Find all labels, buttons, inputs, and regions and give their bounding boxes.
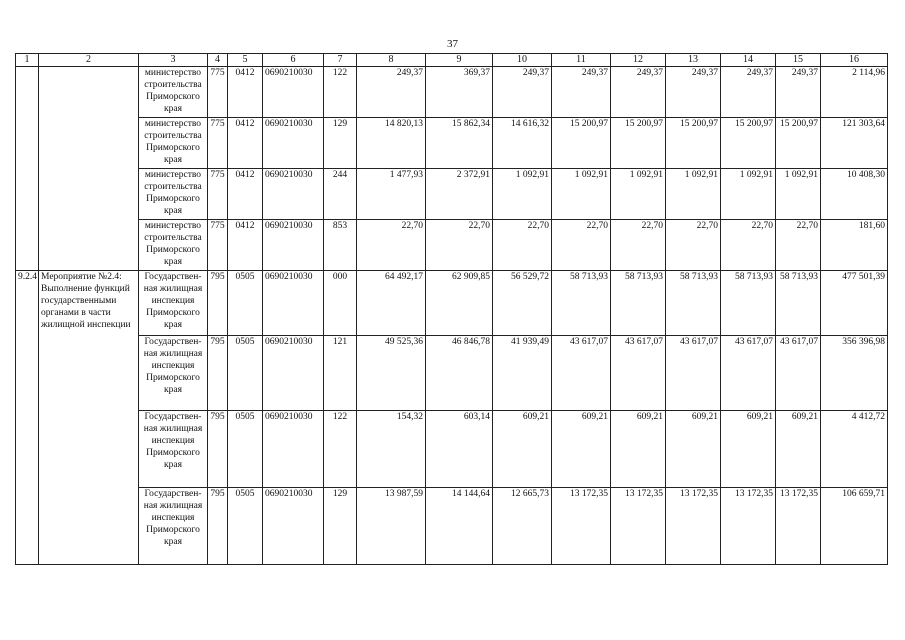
rzpr-cell: 0412 bbox=[228, 169, 263, 220]
table-row bbox=[16, 271, 888, 336]
value-cell: 1 092,91 bbox=[776, 169, 821, 220]
value-cell: 1 092,91 bbox=[552, 169, 611, 220]
grbs-cell: 795 bbox=[208, 336, 228, 411]
value-cell: 22,70 bbox=[552, 220, 611, 271]
value-cell: 43 617,07 bbox=[552, 336, 611, 411]
value-cell: 13 172,35 bbox=[666, 488, 721, 565]
total-cell: 121 303,64 bbox=[821, 118, 888, 169]
col-header-8: 8 bbox=[357, 54, 426, 67]
col-header-9: 9 bbox=[426, 54, 493, 67]
value-cell: 58 713,93 bbox=[776, 271, 821, 336]
rzpr-cell: 0412 bbox=[228, 67, 263, 118]
total-cell: 2 114,96 bbox=[821, 67, 888, 118]
column-number-row bbox=[16, 54, 888, 67]
value-cell: 15 200,97 bbox=[666, 118, 721, 169]
grbs-cell: 775 bbox=[208, 118, 228, 169]
value-cell: 609,21 bbox=[611, 411, 666, 488]
value-cell: 609,21 bbox=[721, 411, 776, 488]
rzpr-cell: 0412 bbox=[228, 220, 263, 271]
value-cell: 49 525,36 bbox=[357, 336, 426, 411]
vr-cell: 129 bbox=[324, 118, 357, 169]
executor-cell: Государствен-ная жилищная инспекция Приморского края bbox=[139, 488, 208, 565]
total-cell: 106 659,71 bbox=[821, 488, 888, 565]
col-header-7: 7 bbox=[324, 54, 357, 67]
value-cell: 15 862,34 bbox=[426, 118, 493, 169]
col-header-5: 5 bbox=[228, 54, 263, 67]
table-row bbox=[16, 169, 888, 220]
value-cell: 58 713,93 bbox=[721, 271, 776, 336]
value-cell: 15 200,97 bbox=[611, 118, 666, 169]
value-cell: 14 144,64 bbox=[426, 488, 493, 565]
value-cell: 14 616,32 bbox=[493, 118, 552, 169]
col-header-13: 13 bbox=[666, 54, 721, 67]
col-header-4: 4 bbox=[208, 54, 228, 67]
table-row bbox=[16, 118, 888, 169]
executor-cell: министерство строительства Приморского края bbox=[139, 169, 208, 220]
table-row bbox=[16, 336, 888, 411]
value-cell: 15 200,97 bbox=[721, 118, 776, 169]
value-cell: 2 372,91 bbox=[426, 169, 493, 220]
rzpr-cell: 0505 bbox=[228, 411, 263, 488]
table-row bbox=[16, 67, 888, 118]
executor-cell: Государствен-ная жилищная инспекция Приморского края bbox=[139, 271, 208, 336]
value-cell: 249,37 bbox=[611, 67, 666, 118]
value-cell: 249,37 bbox=[552, 67, 611, 118]
value-cell: 13 172,35 bbox=[611, 488, 666, 565]
vr-cell: 122 bbox=[324, 411, 357, 488]
rzpr-cell: 0412 bbox=[228, 118, 263, 169]
grbs-cell: 775 bbox=[208, 220, 228, 271]
col-header-6: 6 bbox=[263, 54, 324, 67]
value-cell: 56 529,72 bbox=[493, 271, 552, 336]
value-cell: 1 092,91 bbox=[493, 169, 552, 220]
total-cell: 4 412,72 bbox=[821, 411, 888, 488]
value-cell: 13 172,35 bbox=[776, 488, 821, 565]
col-header-15: 15 bbox=[776, 54, 821, 67]
csr-cell: 0690210030 bbox=[263, 67, 324, 118]
index-cell bbox=[16, 67, 39, 271]
csr-cell: 0690210030 bbox=[263, 411, 324, 488]
budget-table bbox=[15, 53, 888, 565]
value-cell: 1 092,91 bbox=[611, 169, 666, 220]
value-cell: 609,21 bbox=[666, 411, 721, 488]
value-cell: 1 092,91 bbox=[666, 169, 721, 220]
activity-cell bbox=[39, 67, 139, 271]
value-cell: 22,70 bbox=[426, 220, 493, 271]
vr-cell: 121 bbox=[324, 336, 357, 411]
value-cell: 14 820,13 bbox=[357, 118, 426, 169]
executor-cell: Государствен-ная жилищная инспекция Приморского края bbox=[139, 411, 208, 488]
value-cell: 13 172,35 bbox=[721, 488, 776, 565]
col-header-2: 2 bbox=[39, 54, 139, 67]
value-cell: 22,70 bbox=[776, 220, 821, 271]
value-cell: 58 713,93 bbox=[611, 271, 666, 336]
grbs-cell: 795 bbox=[208, 411, 228, 488]
col-header-3: 3 bbox=[139, 54, 208, 67]
rzpr-cell: 0505 bbox=[228, 336, 263, 411]
grbs-cell: 775 bbox=[208, 169, 228, 220]
value-cell: 249,37 bbox=[666, 67, 721, 118]
col-header-1: 1 bbox=[16, 54, 39, 67]
total-cell: 477 501,39 bbox=[821, 271, 888, 336]
col-header-11: 11 bbox=[552, 54, 611, 67]
vr-cell: 122 bbox=[324, 67, 357, 118]
value-cell: 249,37 bbox=[493, 67, 552, 118]
value-cell: 41 939,49 bbox=[493, 336, 552, 411]
value-cell: 46 846,78 bbox=[426, 336, 493, 411]
value-cell: 43 617,07 bbox=[611, 336, 666, 411]
value-cell: 43 617,07 bbox=[721, 336, 776, 411]
table-row bbox=[16, 488, 888, 565]
total-cell: 181,60 bbox=[821, 220, 888, 271]
value-cell: 609,21 bbox=[552, 411, 611, 488]
table-row bbox=[16, 220, 888, 271]
page-number: 37 bbox=[447, 38, 458, 50]
value-cell: 249,37 bbox=[776, 67, 821, 118]
value-cell: 15 200,97 bbox=[776, 118, 821, 169]
csr-cell: 0690210030 bbox=[263, 169, 324, 220]
value-cell: 609,21 bbox=[776, 411, 821, 488]
executor-cell: министерство строительства Приморского края bbox=[139, 118, 208, 169]
vr-cell: 000 bbox=[324, 271, 357, 336]
value-cell: 369,37 bbox=[426, 67, 493, 118]
grbs-cell: 795 bbox=[208, 271, 228, 336]
rzpr-cell: 0505 bbox=[228, 271, 263, 336]
index-cell: 9.2.4 bbox=[16, 271, 39, 565]
value-cell: 154,32 bbox=[357, 411, 426, 488]
vr-cell: 853 bbox=[324, 220, 357, 271]
value-cell: 13 987,59 bbox=[357, 488, 426, 565]
value-cell: 22,70 bbox=[666, 220, 721, 271]
col-header-14: 14 bbox=[721, 54, 776, 67]
rzpr-cell: 0505 bbox=[228, 488, 263, 565]
csr-cell: 0690210030 bbox=[263, 220, 324, 271]
executor-cell: министерство строительства Приморского края bbox=[139, 67, 208, 118]
value-cell: 22,70 bbox=[721, 220, 776, 271]
value-cell: 249,37 bbox=[721, 67, 776, 118]
csr-cell: 0690210030 bbox=[263, 271, 324, 336]
col-header-16: 16 bbox=[821, 54, 888, 67]
csr-cell: 0690210030 bbox=[263, 488, 324, 565]
col-header-10: 10 bbox=[493, 54, 552, 67]
value-cell: 58 713,93 bbox=[552, 271, 611, 336]
value-cell: 249,37 bbox=[357, 67, 426, 118]
value-cell: 43 617,07 bbox=[666, 336, 721, 411]
grbs-cell: 775 bbox=[208, 67, 228, 118]
value-cell: 609,21 bbox=[493, 411, 552, 488]
value-cell: 12 665,73 bbox=[493, 488, 552, 565]
table-row bbox=[16, 411, 888, 488]
value-cell: 22,70 bbox=[611, 220, 666, 271]
executor-cell: министерство строительства Приморского края bbox=[139, 220, 208, 271]
value-cell: 58 713,93 bbox=[666, 271, 721, 336]
value-cell: 22,70 bbox=[357, 220, 426, 271]
csr-cell: 0690210030 bbox=[263, 336, 324, 411]
value-cell: 15 200,97 bbox=[552, 118, 611, 169]
csr-cell: 0690210030 bbox=[263, 118, 324, 169]
value-cell: 62 909,85 bbox=[426, 271, 493, 336]
value-cell: 64 492,17 bbox=[357, 271, 426, 336]
total-cell: 10 408,30 bbox=[821, 169, 888, 220]
activity-cell: Мероприятие №2.4: Выполнение функций государственными органами в части жилищной инспекции bbox=[39, 271, 139, 565]
value-cell: 603,14 bbox=[426, 411, 493, 488]
value-cell: 1 092,91 bbox=[721, 169, 776, 220]
col-header-12: 12 bbox=[611, 54, 666, 67]
value-cell: 1 477,93 bbox=[357, 169, 426, 220]
vr-cell: 244 bbox=[324, 169, 357, 220]
grbs-cell: 795 bbox=[208, 488, 228, 565]
executor-cell: Государствен-ная жилищная инспекция Приморского края bbox=[139, 336, 208, 411]
vr-cell: 129 bbox=[324, 488, 357, 565]
value-cell: 43 617,07 bbox=[776, 336, 821, 411]
total-cell: 356 396,98 bbox=[821, 336, 888, 411]
value-cell: 22,70 bbox=[493, 220, 552, 271]
value-cell: 13 172,35 bbox=[552, 488, 611, 565]
